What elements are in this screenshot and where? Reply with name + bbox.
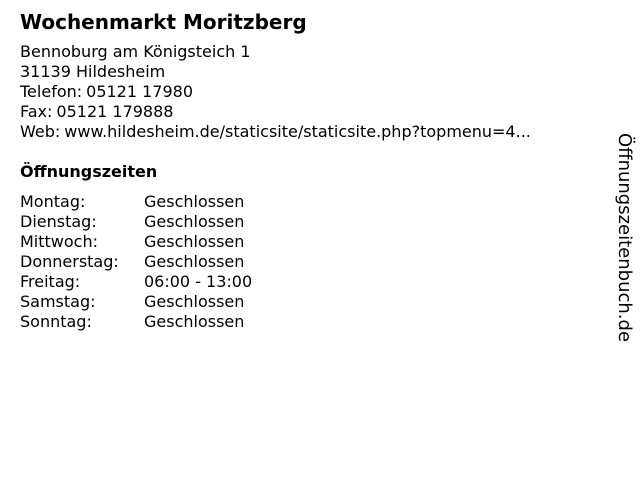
phone-line (20, 82, 600, 102)
hours-row-monday (20, 192, 252, 212)
hours-value: Geschlossen (144, 252, 245, 271)
hours-value: Geschlossen (144, 312, 245, 331)
hours-row-thursday (20, 252, 252, 272)
fax-label: Fax: (20, 102, 53, 121)
phone-number[interactable]: 05121 17980 (86, 82, 194, 101)
hours-value: Geschlossen (144, 292, 245, 311)
day-label: Samstag: (20, 292, 96, 311)
fax-number: 05121 179888 (56, 102, 174, 121)
day-label: Donnerstag: (20, 252, 119, 271)
hours-row-friday (20, 272, 252, 292)
site-brand-link[interactable]: Öffnungszeitenbuch.de (614, 133, 635, 343)
website-link[interactable]: www.hildesheim.de/staticsite/staticsite.php?topmenu=4... (64, 122, 531, 141)
hours-row-wednesday (20, 232, 252, 252)
hours-value: Geschlossen (144, 232, 245, 251)
web-line (20, 122, 600, 142)
hours-value: 06:00 - 13:00 (144, 272, 253, 291)
hours-value: Geschlossen (144, 212, 245, 231)
day-label: Mittwoch: (20, 232, 98, 251)
hours-row-sunday (20, 312, 252, 332)
hours-row-tuesday (20, 212, 252, 232)
hours-row-saturday (20, 292, 252, 312)
store-title: Wochenmarkt Moritzberg (20, 10, 307, 34)
address-city: 31139 Hildesheim (20, 62, 166, 81)
day-label: Freitag: (20, 272, 81, 291)
day-label: Dienstag: (20, 212, 97, 231)
opening-hours-heading: Öffnungszeiten (20, 162, 158, 181)
web-label: Web: (20, 122, 61, 141)
address-street: Bennoburg am Königsteich 1 (20, 42, 251, 61)
day-label: Montag: (20, 192, 86, 211)
fax-line (20, 102, 600, 122)
opening-hours-table (20, 192, 252, 332)
phone-label: Telefon: (20, 82, 83, 101)
hours-value: Geschlossen (144, 192, 245, 211)
store-info (20, 10, 600, 332)
day-label: Sonntag: (20, 312, 92, 331)
